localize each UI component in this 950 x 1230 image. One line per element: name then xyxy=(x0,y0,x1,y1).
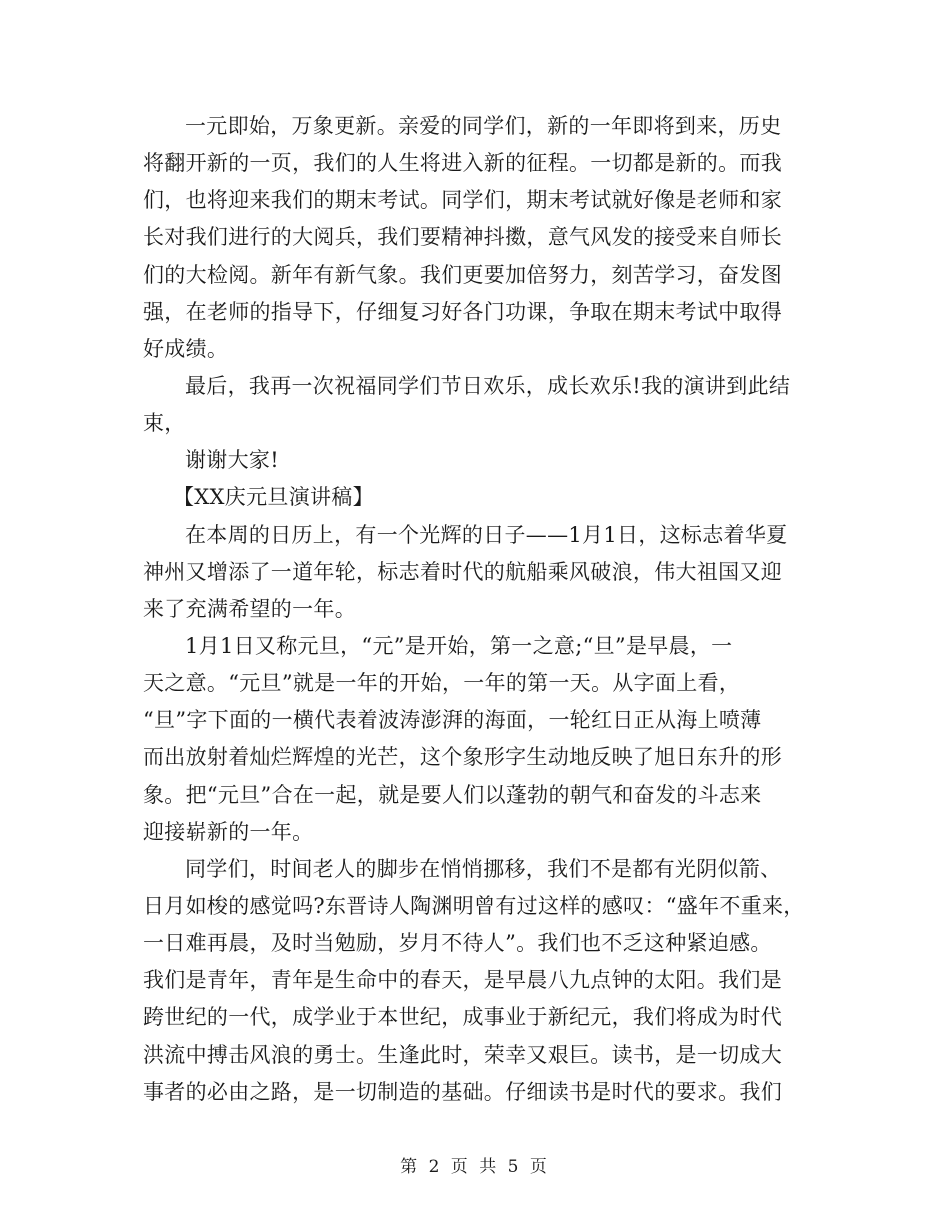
text-line: 一元即始，万象更新。亲爱的同学们，新的一年即将到来，历史 xyxy=(185,114,782,138)
text-line: 象。把“元旦”合在一起，就是要人们以蓬勃的朝气和奋发的斗志来 xyxy=(143,782,762,807)
text-line: 们，也将迎来我们的期末考试。同学们，期末考试就好像是老师和家 xyxy=(143,188,782,213)
document-body xyxy=(143,108,815,1111)
text-line: 在本周的日历上，有一个光辉的日子——1月1日，这标志着华夏 xyxy=(185,522,788,547)
section-heading: 【XX庆元旦演讲稿】 xyxy=(173,485,374,510)
page-number-footer: 第 2 页 共 5 页 xyxy=(400,1157,550,1177)
text-line: 一日难再晨，及时当勉励，岁月不待人”。我们也不乏这种紧迫感。 xyxy=(143,931,772,956)
text-line: 好成绩。 xyxy=(143,336,229,361)
text-line: 迎接崭新的一年。 xyxy=(143,819,314,844)
text-line: 将翻开新的一页，我们的人生将进入新的征程。一切都是新的。而我 xyxy=(143,151,782,176)
text-line: 长对我们进行的大阅兵，我们要精神抖擞，意气风发的接受来自师长 xyxy=(143,225,782,250)
text-line: 事者的必由之路，是一切制造的基础。仔细读书是时代的要求。我们 xyxy=(143,1079,782,1104)
text-line: 我们是青年，青年是生命中的春天，是早晨八九点钟的太阳。我们是 xyxy=(143,968,782,993)
text-line: 而出放射着灿烂辉煌的光芒，这个象形字生动地反映了旭日东升的形 xyxy=(143,745,782,770)
text-line: 跨世纪的一代，成学业于本世纪，成事业于新纪元，我们将成为时代 xyxy=(143,1005,782,1030)
text-line: 最后，我再一次祝福同学们节日欢乐，成长欢乐!我的演讲到此结 xyxy=(185,373,791,398)
text-line: 强，在老师的指导下，仔细复习好各门功课，争取在期末考试中取得 xyxy=(143,299,782,324)
text-line: 日月如梭的感觉吗?东晋诗人陶渊明曾有过这样的感叹：“盛年不重来， xyxy=(143,893,805,918)
text-line: 来了充满希望的一年。 xyxy=(143,596,356,621)
text-line: 洪流中搏击风浪的勇士。生逢此时，荣幸又艰巨。读书，是一切成大 xyxy=(143,1042,782,1067)
text-line: 神州又增添了一道年轮，标志着时代的航船乘风破浪，伟大祖国又迎 xyxy=(143,559,782,584)
text-line: 束， xyxy=(143,411,186,436)
text-line: 1月1日又称元旦，“元”是开始，第一之意;“旦”是早晨，一 xyxy=(185,633,733,658)
text-line: 谢谢大家! xyxy=(185,448,279,473)
text-line: “旦”字下面的一横代表着波涛澎湃的海面，一轮红日正从海上喷薄 xyxy=(143,708,762,733)
text-line: 天之意。“元旦”就是一年的开始，一年的第一天。从字面上看， xyxy=(143,671,741,696)
text-line: 们的大检阅。新年有新气象。我们更要加倍努力，刻苦学习，奋发图 xyxy=(143,262,782,287)
text-line: 同学们，时间老人的脚步在悄悄挪移，我们不是都有光阴似箭、 xyxy=(185,856,782,881)
